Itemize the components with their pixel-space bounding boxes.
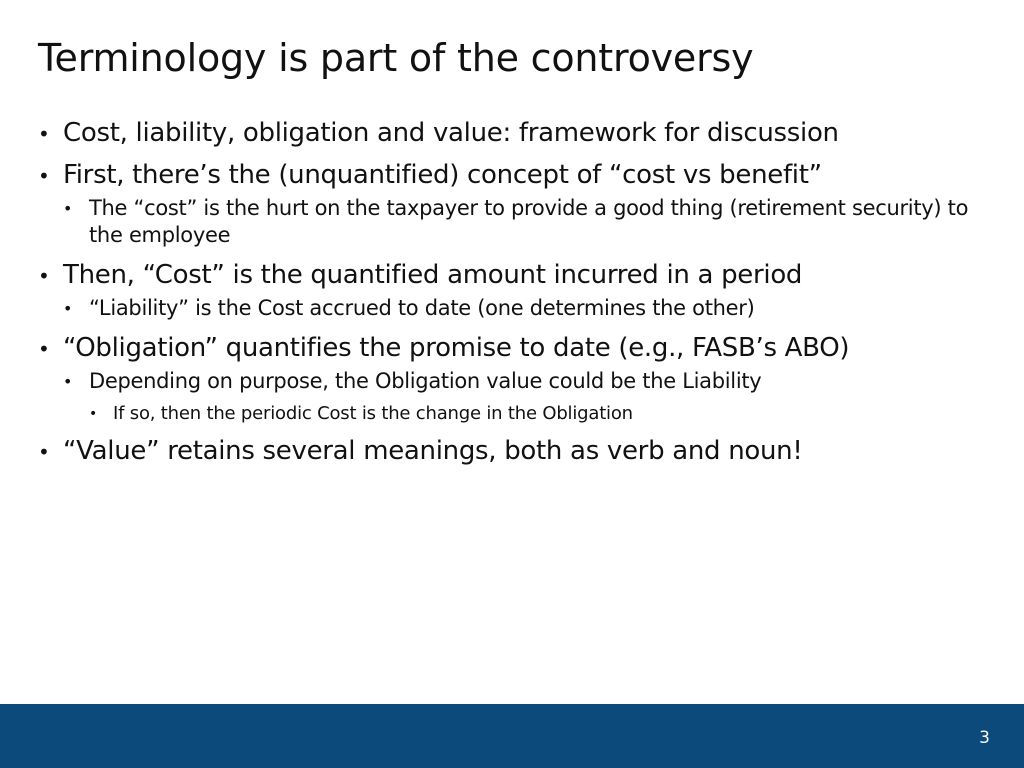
sub-bullet-item — [63, 195, 998, 250]
bullet-item — [38, 118, 998, 150]
bullet-text: The “cost” is the hurt on the taxpayer to provide a good thing (retirement security) to the employee — [89, 196, 969, 248]
bullet-text: If so, then the periodic Cost is the change in the Obligation — [113, 402, 633, 424]
slide-title: Terminology is part of the controversy — [38, 36, 754, 80]
bullet-text: Then, “Cost” is the quantified amount incurred in a period — [63, 259, 803, 290]
bullet-icon: • — [89, 405, 98, 422]
bullet-item — [38, 260, 998, 292]
bullet-icon: • — [38, 439, 50, 464]
bullet-icon: • — [38, 122, 50, 146]
bullet-text: “Value” retains several meanings, both as verb and noun! — [63, 435, 803, 466]
bullet-icon: • — [63, 298, 73, 318]
bullet-item — [38, 160, 998, 192]
sub-bullet-item — [63, 295, 998, 323]
bullet-icon: • — [38, 336, 50, 361]
bullet-text: “Obligation” quantifies the promise to date (e.g., FASB’s ABO) — [63, 332, 850, 363]
bullet-item — [38, 436, 998, 468]
bullet-icon: • — [63, 199, 73, 218]
sub-sub-bullet-item — [89, 402, 998, 426]
page-number: 3 — [979, 728, 990, 748]
bullet-text: Depending on purpose, the Obligation value could be the Liability — [89, 368, 762, 393]
sub-bullet-item — [63, 368, 998, 396]
bullet-list — [38, 118, 998, 468]
bullet-item — [38, 333, 998, 365]
bullet-text: Cost, liability, obligation and value: framework for discussion — [63, 118, 839, 148]
bullet-icon: • — [38, 164, 50, 188]
bullet-text: First, there’s the (unquantified) concept of “cost vs benefit” — [63, 160, 822, 190]
footer-bar — [0, 704, 1024, 768]
bullet-icon: • — [38, 263, 50, 288]
bullet-icon: • — [63, 371, 73, 391]
bullet-text: “Liability” is the Cost accrued to date (one determines the other) — [89, 295, 755, 320]
